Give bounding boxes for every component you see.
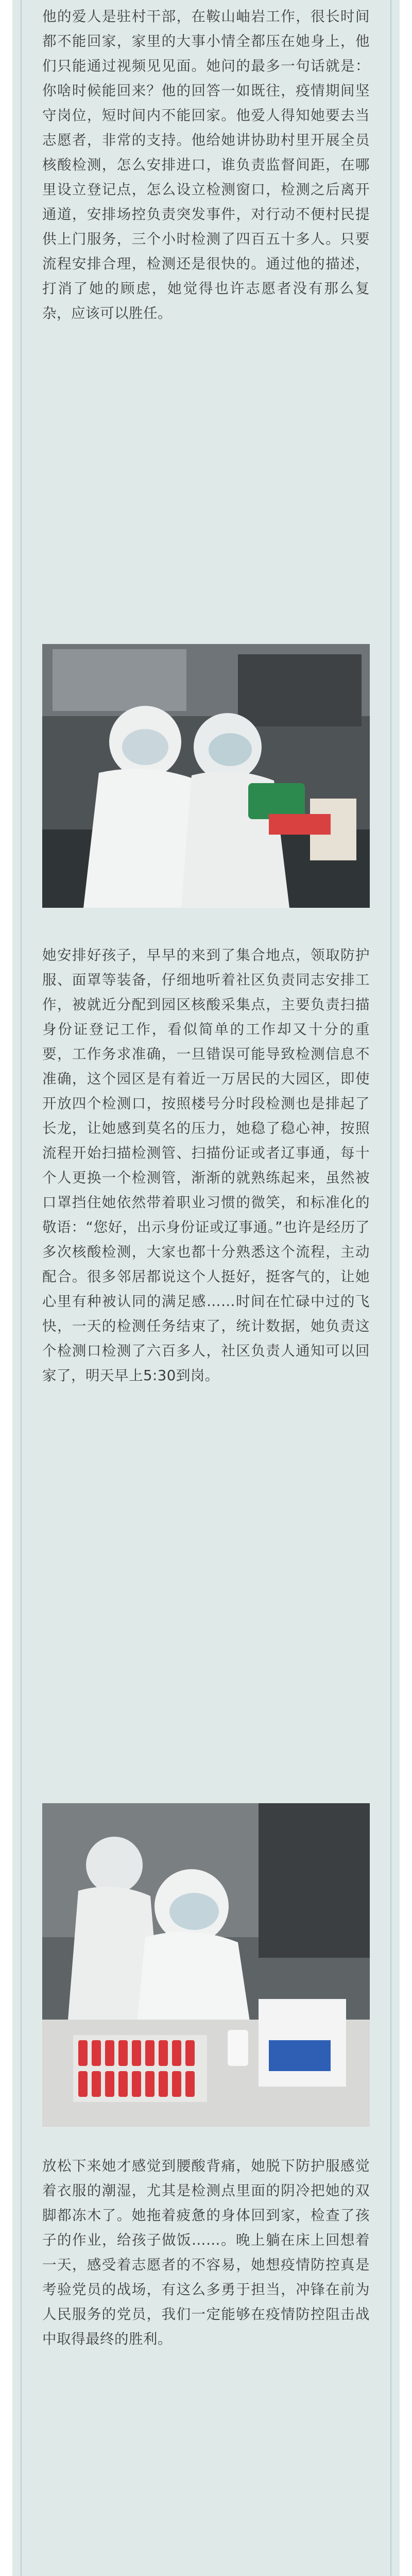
photo-volunteer-at-testing-table xyxy=(42,1803,370,2127)
article-photo-1 xyxy=(42,644,370,908)
article-paragraph-3: 放松下来她才感觉到腰酸背痛，她脱下防护服感觉着衣服的潮湿，尤其是检测点里面的阴冷把她的双脚都冻木了。她拖着疲惫的身体回到家，检查了孩子的作业，给孩子做饭……。晚上躺在床上回想着一天，感受着志愿者的不容易，她想疫情防控真是考验党员的战场，有这么多勇于担当，冲锋在前为人民服务的党员，我们一定能够在疫情防控阻击战中取得最终的胜利。 xyxy=(42,2158,370,2347)
photo-volunteers-in-protective-suits xyxy=(42,644,370,908)
article-paragraph-1: 他的爱人是驻村干部，在鞍山岫岩工作，很长时间都不能回家，家里的大事小情全都压在她身上，他们只能通过视频见见面。她问的最多一句话就是：你啥时候能回来？他的回答一如既往，疫情期间坚守岗位，短时间内不能回家。他爱人得知她要去当志愿者，非常的支持。他给她讲协助村里开展全员核酸检测，怎么安排进口，谁负责监督间距，在哪里设立登记点，怎么设立检测窗口，检测之后离开通道，安排场控负责突发事件，对行动不便村民提供上门服务，三个小时检测了四百五十多人。只要流程安排合理，检测还是很快的。通过他的描述，打消了她的顾虑，她觉得也许志愿者没有那么复杂，应该可以胜任。 xyxy=(42,8,370,321)
article-photo-2 xyxy=(42,1803,370,2127)
article-paragraph-2: 她安排好孩子，早早的来到了集合地点，领取防护服、面罩等装备，仔细地听着社区负责同志安排工作，被就近分配到园区核酸采集点，主要负责扫描身份证登记工作，看似简单的工作却又十分的重要，工作务求准确，一旦错误可能导致检测信息不准确，这个园区是有着近一万居民的大园区，即使开放四个检测口，按照楼号分时段检测也是排起了长龙，让她感到莫名的压力，她稳了稳心神，按照流程开始扫描检测管、扫描份证或者辽事通，每十个人更换一个检测管，渐渐的就熟练起来，虽然被口罩挡住她依然带着职业习惯的微笑，和标准化的敬语：“您好，出示身份证或辽事通。”也许是经历了多次核酸检测，大家也都十分熟悉这个流程，主动配合。很多邻居都说这个人挺好，挺客气的，让她心里有种被认同的满足感……时间在忙碌中过的飞快，一天的检测任务结束了，统计数据，她负责这个检测口检测了六百多人，社区负责人通知可以回家了，明天早上5:30到岗。 xyxy=(42,947,370,1384)
